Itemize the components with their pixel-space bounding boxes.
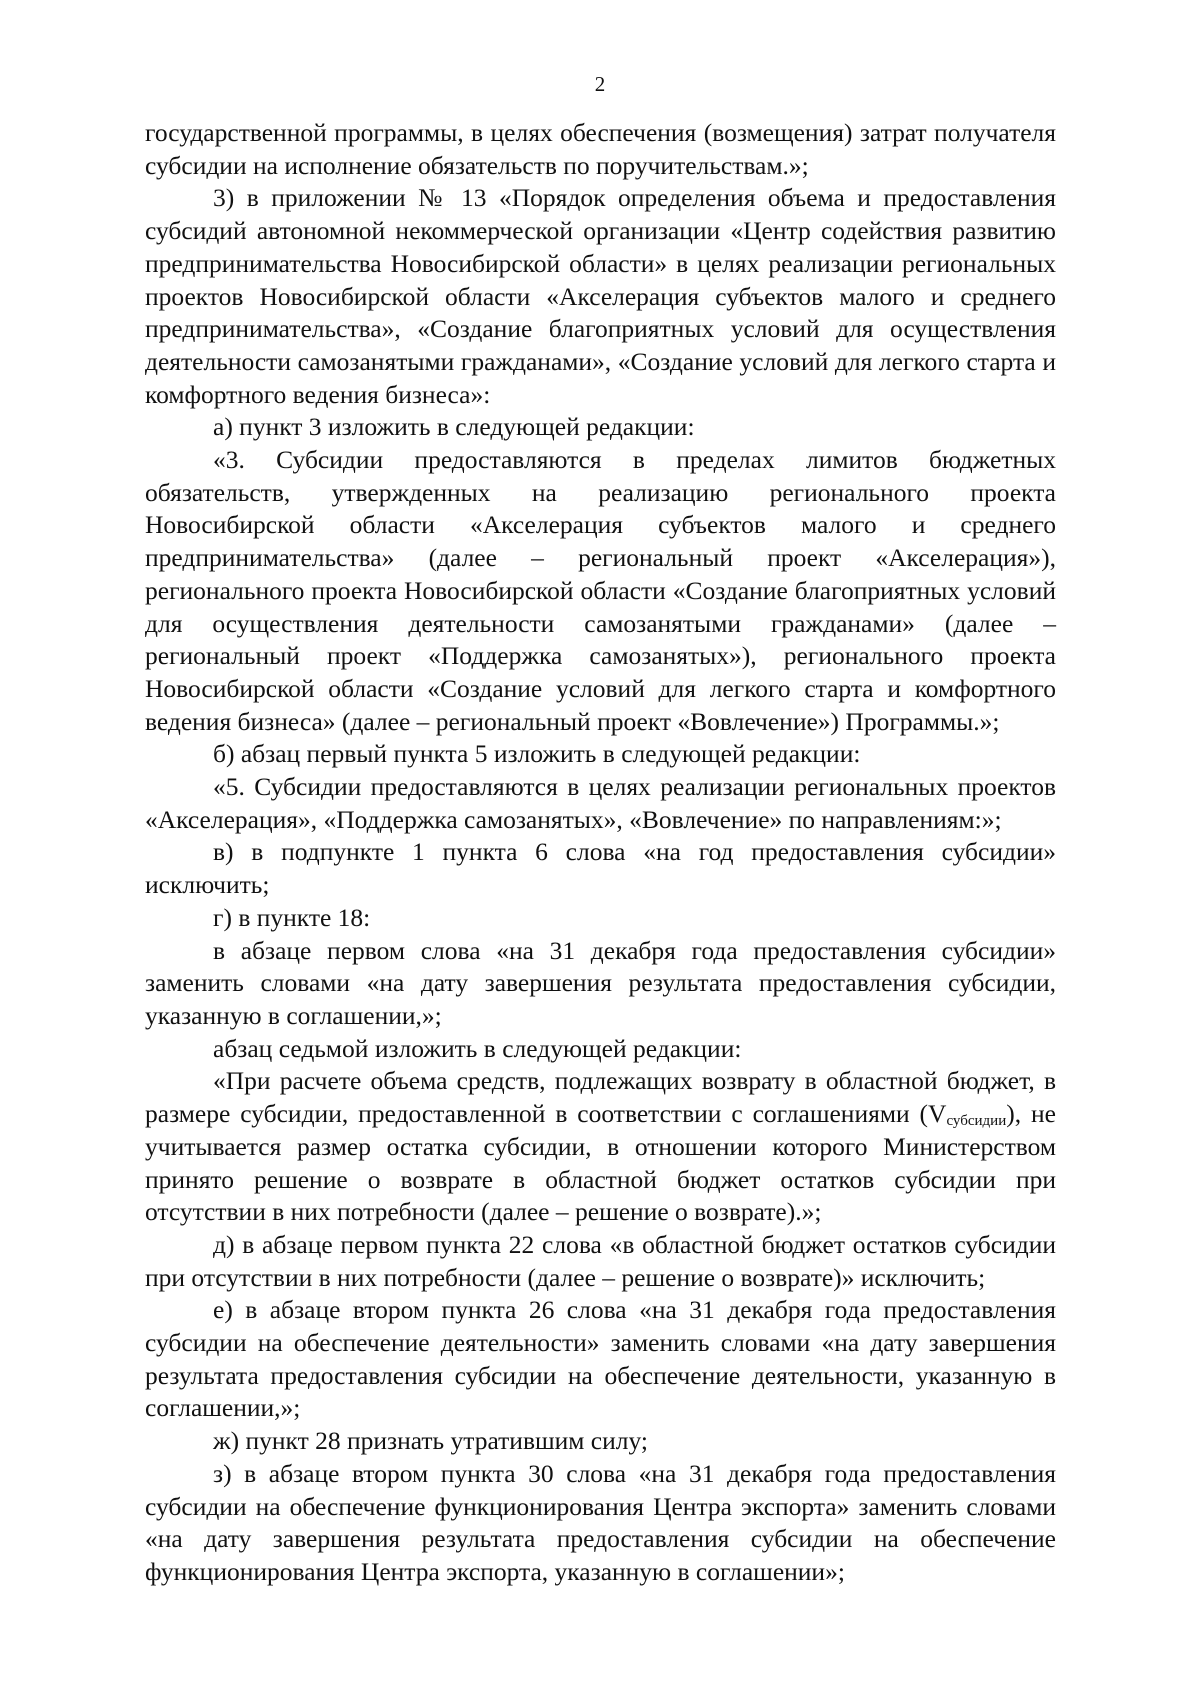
calculation-text-after: ), не учитывается размер остатка субсидии, в отношении которого Министерством принято решение о возврате в областной бюджет остатков субсидии при отсутствии в них потребности (далее – решение о возврате).»; — [145, 1099, 1056, 1227]
paragraph-subitem-zh: ж) пункт 28 признать утратившим силу; — [213, 1426, 648, 1456]
paragraph-subitem-g: г) в пункте 18: — [213, 902, 371, 932]
calculation-text-before: «При расчете объема средств, подлежащих возврату в областной бюджет, в размере субсидии, предоставленной в соответствии с соглашениями (V — [145, 1066, 1056, 1129]
paragraph-subitem-a: а) пункт 3 изложить в следующей редакции: — [213, 412, 695, 442]
paragraph-continuation: государственной программы, в целях обеспечения (возмещения) затрат получателя субсидии на исполнение обязательств по поручительствам.»; — [145, 118, 1056, 180]
paragraph-subitem-z: з) в абзаце втором пункта 30 слова «на 31 декабря года предоставления субсидии на обеспечение функционирования Центра экспорта» заменить словами «на дату завершения результата предоставления субсидии на обеспечение функционирования Центра экспорта, указанную в соглашении»; — [145, 1458, 1056, 1586]
document-body — [145, 117, 1056, 1589]
paragraph-item-3: 3) в приложении № 13 «Порядок определения объема и предоставления субсидий автономной некоммерческой организации «Центр содействия развитию предпринимательства Новосибирской области» в целях реализации региональных проектов Новосибирской области «Акселерация субъектов малого и среднего предпринимательства», «Создание благоприятных условий для осуществления деятельности самозанятыми гражданами», «Создание условий для легкого старта и комфортного ведения бизнеса»: — [145, 183, 1056, 409]
paragraph-subitem-b: б) абзац первый пункта 5 изложить в следующей редакции: — [213, 739, 861, 769]
paragraph-quote-point-5: «5. Субсидии предоставляются в целях реализации региональных проектов «Акселерация», «Поддержка самозанятых», «Вовлечение» по направлениям:»; — [145, 772, 1056, 834]
paragraph-quote-point-3: «3. Субсидии предоставляются в пределах лимитов бюджетных обязательств, утвержденных на реализацию регионального проекта Новосибирской области «Акселерация субъектов малого и среднего предпринимательства» (далее – региональный проект «Акселерация»), регионального проекта Новосибирской области «Создание благоприятных условий для осуществления деятельности самозанятыми гражданами» (далее – региональный проект «Поддержка самозанятых»), регионального проекта Новосибирской области «Создание условий для легкого старта и комфортного ведения бизнеса» (далее – региональный проект «Вовлечение») Программы.»; — [145, 445, 1056, 736]
subscript-subsidy: субсидии — [946, 1113, 1007, 1130]
paragraph-subitem-e: е) в абзаце втором пункта 26 слова «на 31 декабря года предоставления субсидии на обеспечение деятельности» заменить словами «на дату завершения результата предоставления субсидии на обеспечение деятельности, указанную в соглашении,»; — [145, 1295, 1056, 1423]
paragraph-subitem-d: д) в абзаце первом пункта 22 слова «в областной бюджет остатков субсидии при отсутствии в них потребности (далее – решение о возврате)» исключить; — [145, 1229, 1056, 1292]
paragraph-first-abzac: в абзаце первом слова «на 31 декабря года предоставления субсидии» заменить словами «на дату завершения результата предоставления субсидии, указанную в соглашении,»; — [145, 935, 1056, 1030]
paragraph-subitem-v: в) в подпункте 1 пункта 6 слова «на год предоставления субсидии» исключить; — [145, 837, 1056, 900]
page-number: 2 — [594, 72, 606, 96]
paragraph-quote-calculation — [145, 1065, 1056, 1229]
paragraph-seventh-abzac: абзац седьмой изложить в следующей редакции: — [213, 1033, 742, 1063]
